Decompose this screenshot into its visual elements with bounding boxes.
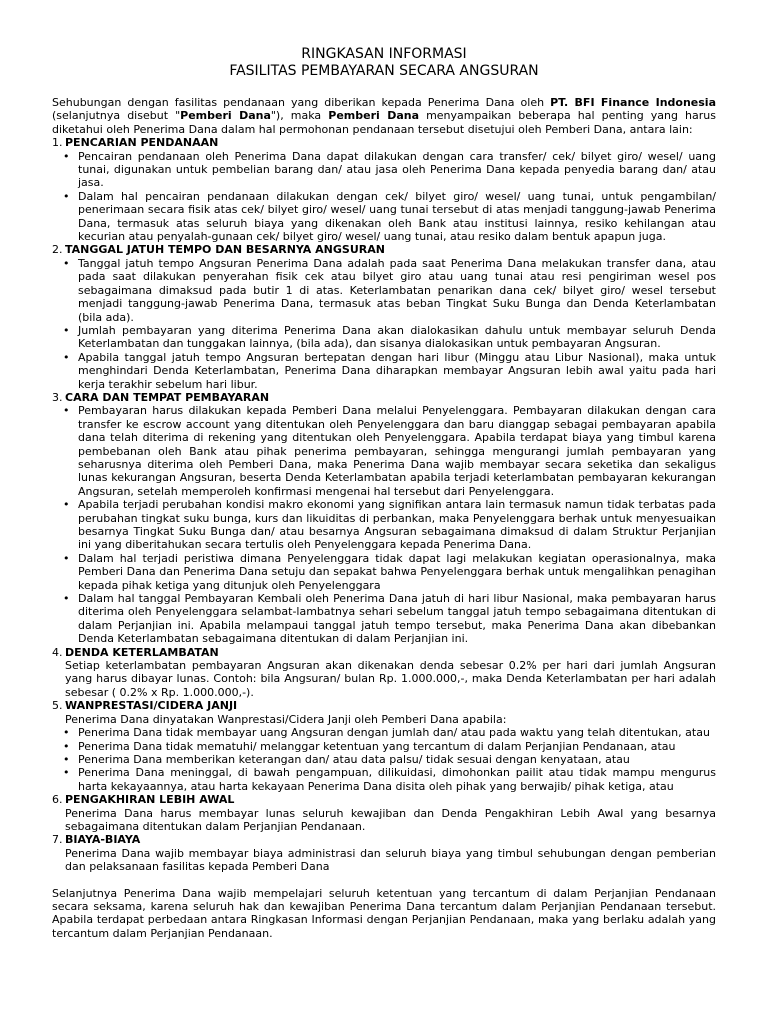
section-heading <box>52 391 716 404</box>
intro-text-3: "), maka <box>270 109 329 123</box>
list-item-text: Penerima Dana tidak mematuhi/ melanggar ketentuan yang tercantum di dalam Perjanjian Pendanaan, atau <box>78 739 676 753</box>
section-heading <box>52 243 716 256</box>
bullet-icon: • <box>63 766 70 780</box>
section-heading <box>52 793 716 806</box>
section-3 <box>52 391 716 646</box>
list-item-text: Penerima Dana memberikan keterangan dan/ atau data palsu/ tidak sesuai dengan kenyataan, atau <box>78 752 630 766</box>
list-item <box>63 323 716 351</box>
list-item-text: Penerima Dana meninggal, di bawah pengampuan, dilikuidasi, dimohonkan pailit atau tidak mampu mengurus harta kekayaannya, atau harta kekayaan Penerima Dana disita oleh pihak yang berwajib/ pihak ketiga, atau <box>78 766 716 793</box>
bullet-list <box>52 404 716 645</box>
defined-term-2: Pemberi Dana <box>328 109 419 123</box>
title-line-1: RINGKASAN INFORMASI <box>301 46 467 62</box>
section-heading <box>52 699 716 712</box>
bullet-icon: • <box>63 323 70 337</box>
bullet-list <box>52 257 716 391</box>
section-title: BIAYA-BIAYA <box>65 833 141 847</box>
section-title: PENCARIAN PENDANAAN <box>65 136 219 150</box>
list-item-text: Dalam hal terjadi peristiwa dimana Penyelenggara tidak dapat lagi melakukan kegiatan operasionalnya, maka Pemberi Dana dan Penerima Dana setuju dan sepakat bahwa Penyelenggara berhak untuk mengalihkan penagihan kepada pihak ketiga yang ditunjuk oleh Penyelenggara <box>78 551 716 592</box>
list-item-text: Apabila tanggal jatuh tempo Angsuran bertepatan dengan hari libur (Minggu atau Libur Nasional), maka untuk menghindari Denda Keterlambatan, Penerima Dana diharapkan membayar Angsuran lebih awal yaitu pada hari kerja terakhir sebelum hari libur. <box>78 350 716 391</box>
section-title: PENGAKHIRAN LEBIH AWAL <box>65 793 235 807</box>
list-item <box>63 149 716 190</box>
section-body: Penerima Dana wajib membayar biaya administrasi dan seluruh biaya yang timbul sehubungan dengan pemberian dan pelaksanaan fasilitas kepada Pemberi Dana <box>65 846 716 874</box>
list-item-text: Dalam hal pencairan pendanaan dilakukan dengan cek/ bilyet giro/ wesel/ uang tunai, untuk pengambilan/ penerimaan secara fisik atas cek/ bilyet giro/ wesel/ uang tunai tersebut di atas menjadi tanggung-jawab Penerima Dana, termasuk atas seluruh biaya yang dikenakan oleh Bank atau institusi lainnya, resiko kehilangan atau kecurian atau penyalah-gunaan cek/ bilyet giro/ wesel/ uang tunai, atau resiko dalam bentuk apapun juga. <box>78 189 716 244</box>
list-item <box>63 592 716 646</box>
bullet-icon: • <box>63 551 70 565</box>
section-number: 2. <box>52 243 63 257</box>
bullet-icon: • <box>63 752 70 766</box>
section-heading <box>52 833 716 846</box>
bullet-icon: • <box>63 404 70 418</box>
bullet-icon: • <box>63 726 70 740</box>
bullet-list <box>52 726 716 793</box>
section-title: TANGGAL JATUH TEMPO DAN BESARNYA ANGSURAN <box>65 243 385 257</box>
section-number: 7. <box>52 833 63 847</box>
list-item <box>63 498 716 552</box>
intro-text-1: Sehubungan dengan fasilitas pendanaan yang diberikan kepada Penerima Dana oleh <box>52 96 551 109</box>
intro-text-2: (selanjutnya disebut " <box>52 109 181 123</box>
section-2 <box>52 243 716 390</box>
section-number: 5. <box>52 699 63 713</box>
section-heading <box>52 646 716 659</box>
section-title: WANPRESTASI/CIDERA JANJI <box>65 699 238 713</box>
list-item-text: Jumlah pembayaran yang diterima Penerima Dana akan dialokasikan dahulu untuk membayar seluruh Denda Keterlambatan dan tunggakan lainnya, (bila ada), dan sisanya dialokasikan untuk pembayaran Angsuran. <box>78 323 716 351</box>
section-number: 3. <box>52 390 63 404</box>
list-item <box>63 752 716 766</box>
list-item-text: Dalam hal tanggal Pembayaran Kembali oleh Penerima Dana jatuh di hari libur Nasional, maka pembayaran harus diterima oleh Penyelenggara selambat-lambatnya sehari sebelum tanggal jatuh tempo sebagaimana ditentukan di dalam Perjanjian ini. Apabila melampaui tanggal jatuh tempo tersebut, maka Penerima Dana akan dibebankan Denda Keterlambatan sebagaimana ditentukan di dalam Perjanjian ini. <box>78 592 716 646</box>
list-item <box>63 404 716 498</box>
list-item <box>63 551 716 592</box>
bullet-icon: • <box>63 350 70 364</box>
list-item <box>63 256 716 324</box>
section-7 <box>52 833 716 873</box>
bullet-icon: • <box>63 739 70 753</box>
defined-term: Pemberi Dana <box>180 109 271 123</box>
section-body: Setiap keterlambatan pembayaran Angsuran akan dikenakan denda sebesar 0.2% per hari dari jumlah Angsuran yang harus dibayar lunas. Contoh: bila Angsuran/ bulan Rp. 1.000.000,-, maka Denda Keterlambatan per hari adalah sebesar ( 0.2% x Rp. 1.000.000,-). <box>65 659 716 699</box>
bullet-icon: • <box>63 592 70 606</box>
list-item <box>63 189 716 244</box>
list-item <box>63 739 716 753</box>
closing-paragraph: Selanjutnya Penerima Dana wajib mempelajari seluruh ketentuan yang tercantum di dalam Perjanjian Pendanaan secara seksama, karena seluruh hak dan kewajiban Penerima Dana tercantum dalam Perjanjian Pendanaan tersebut. Apabila terdapat perbedaan antara Ringkasan Informasi dengan Perjanjian Pendanaan, maka yang berlaku adalah yang tercantum dalam Perjanjian Pendanaan. <box>52 886 716 940</box>
section-heading <box>52 136 716 149</box>
section-1 <box>52 136 716 243</box>
bullet-icon: • <box>63 498 70 512</box>
list-item-text: Apabila terjadi perubahan kondisi makro ekonomi yang signifikan antara lain termasuk namun tidak terbatas pada perubahan tingkat suku bunga, kurs dan likuiditas di perbankan, maka Penyelenggara berhak untuk menyesuaikan besarnya Tingkat Suku Bunga dan/ atau besarnya Angsuran sebagaimana dimaksud di dalam Struktur Perjanjian ini yang diberitahukan secara tertulis oleh Penyelenggara kepada Penerima Dana. <box>78 498 716 552</box>
list-item-text: Pencairan pendanaan oleh Penerima Dana dapat dilakukan dengan cara transfer/ cek/ bilyet giro/ wesel/ uang tunai, digunakan untuk pembelian barang dan/ atau jasa oleh Penerima Dana kepada penyedia barang dan/ atau jasa. <box>78 149 716 190</box>
list-item <box>63 726 716 740</box>
list-item-text: Pembayaran harus dilakukan kepada Pemberi Dana melalui Penyelenggara. Pembayaran dilakukan dengan cara transfer ke escrow account yang ditentukan oleh Penyelenggara dan baru dianggap sebagai pembayaran apabila dana telah diterima di rekening yang ditentukan oleh Penyelenggara. Apabila terdapat biaya yang timbul karena pembebanan oleh Bank atau pihak penerima pembayaran, sehingga mengurangi jumlah pembayaran yang seharusnya diterima oleh Pemberi Dana, maka Penerima Dana wajib membayar secara seketika dan sekaligus lunas kekurangan Angsuran, beserta Denda Keterlambatan apabila terjadi keterlambatan pembayaran kekurangan Angsuran, setelah memperoleh konfirmasi mengenai hal tersebut dari Penyelenggara. <box>78 404 716 498</box>
bullet-icon: • <box>63 189 70 203</box>
section-body: Penerima Dana harus membayar lunas seluruh kewajiban dan Denda Pengakhiran Lebih Awal yang besarnya sebagaimana ditentukan dalam Perjanjian Pendanaan. <box>65 806 716 833</box>
section-number: 4. <box>52 645 63 659</box>
title-line-2: FASILITAS PEMBAYARAN SECARA ANGSURAN <box>229 63 539 79</box>
bullet-icon: • <box>63 149 70 163</box>
document-title <box>52 46 716 80</box>
section-body: Penerima Dana dinyatakan Wanprestasi/Cidera Janji oleh Pemberi Dana apabila: <box>65 712 507 726</box>
section-title: CARA DAN TEMPAT PEMBAYARAN <box>65 390 270 404</box>
section-number: 6. <box>52 793 63 807</box>
bullet-icon: • <box>63 256 70 270</box>
intro-text-4: menyampaikan beberapa hal penting yang harus diketahui oleh Penerima Dana dalam hal permohonan pendanaan tersebut disetujui oleh Pemberi Dana, antara lain: <box>52 109 716 136</box>
section-title: DENDA KETERLAMBATAN <box>65 645 219 659</box>
bullet-list <box>52 150 716 244</box>
section-number: 1. <box>52 136 63 150</box>
list-item-text: Tanggal jatuh tempo Angsuran Penerima Dana adalah pada saat Penerima Dana melakukan transfer dana, atau pada saat dilakukan penyerahan fisik cek atau bilyet giro atau uang tunai atau resi pengiriman wesel pos sebagaimana dimaksud pada butir 1 di atas. Keterlambatan penarikan dana cek/ bilyet giro/ wesel tersebut menjadi tanggung-jawab Penerima Dana, termasuk atas beban Tingkat Suku Bunga dan Denda Keterlambatan (bila ada). <box>78 256 716 324</box>
list-item-text: Penerima Dana tidak membayar uang Angsuran dengan jumlah dan/ atau pada waktu yang telah ditentukan, atau <box>78 726 710 740</box>
company-name: PT. BFI Finance Indonesia <box>550 96 717 109</box>
section-4 <box>52 646 716 700</box>
intro-paragraph <box>52 96 716 136</box>
section-6 <box>52 793 716 833</box>
list-item <box>63 350 716 391</box>
section-5 <box>52 699 716 793</box>
list-item <box>63 766 716 793</box>
